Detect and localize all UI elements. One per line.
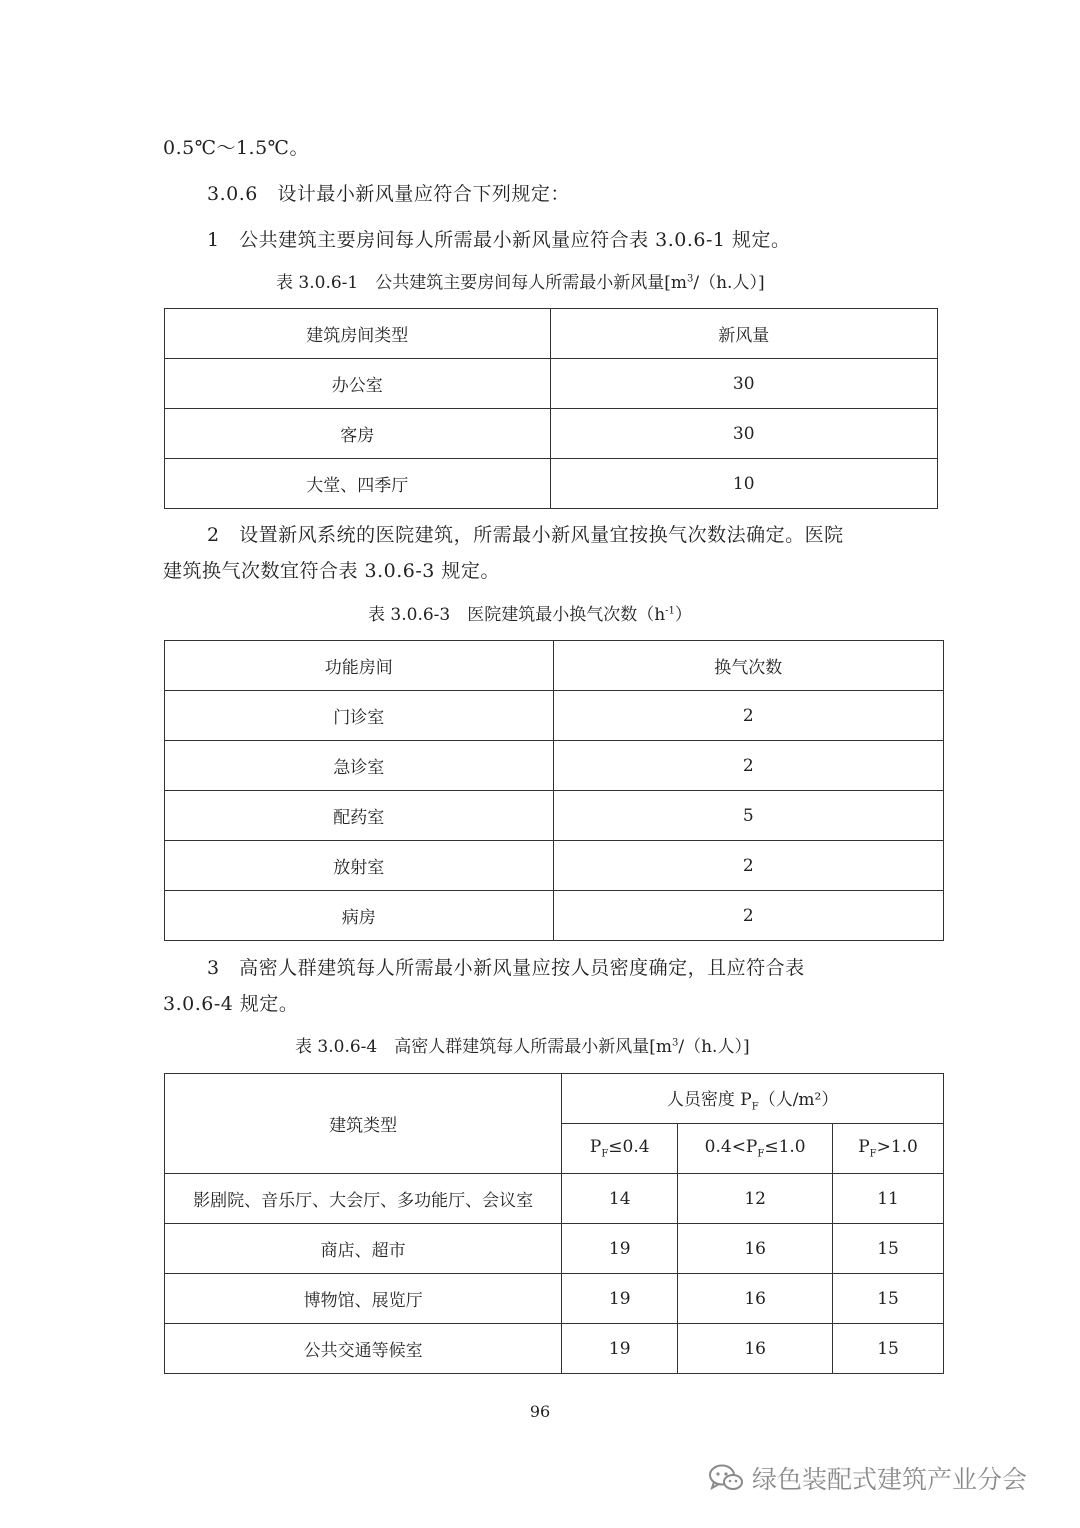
cell-value: 19 xyxy=(562,1224,678,1274)
header-cell: 换气次数 xyxy=(553,641,944,691)
cell-value: 19 xyxy=(562,1274,678,1324)
cell-room-type: 客房 xyxy=(165,409,551,459)
cell-building-type: 博物馆、展览厅 xyxy=(165,1274,562,1324)
cell-value: 14 xyxy=(562,1174,678,1224)
clause-3-0-6: 3.0.6 设计最小新风量应符合下列规定： xyxy=(207,183,570,205)
table-row xyxy=(165,359,938,409)
cell-value: 15 xyxy=(833,1324,944,1374)
clause-item-3-line1: 3 高密人群建筑每人所需最小新风量应按人员密度确定，且应符合表 xyxy=(207,957,805,979)
cell-value: 30 xyxy=(550,359,938,409)
table-hospital-air-changes xyxy=(164,640,944,941)
cell-value: 12 xyxy=(678,1174,833,1224)
subheader-density-mid: $0.4<P_F\le 1.0$ xyxy=(678,1124,833,1174)
subheader-density-high: $P_F>1.0$ xyxy=(833,1124,944,1174)
clause-item-1: 1 公共建筑主要房间每人所需最小新风量应符合表 3.0.6-1 规定。 xyxy=(207,229,791,251)
cell-value: 16 xyxy=(678,1324,833,1374)
cell-value: 15 xyxy=(833,1224,944,1274)
table-row xyxy=(165,891,944,941)
cell-room: 门诊室 xyxy=(165,691,554,741)
cell-value: 2 xyxy=(553,841,944,891)
cell-value: 2 xyxy=(553,891,944,941)
table-row xyxy=(165,841,944,891)
table-row xyxy=(165,1274,944,1324)
table-high-density-fresh-air xyxy=(164,1073,944,1374)
cell-value: 16 xyxy=(678,1224,833,1274)
table-row xyxy=(165,1174,944,1224)
clause-item-3-line2: 3.0.6-4 规定。 xyxy=(163,993,299,1015)
wechat-icon xyxy=(708,1463,744,1493)
watermark-text: 绿色装配式建筑产业分会 xyxy=(752,1465,1028,1494)
cell-room-type: 大堂、四季厅 xyxy=(165,459,551,509)
table-header-row xyxy=(165,641,944,691)
table1-caption: 表 3.0.6-1 公共建筑主要房间每人所需最小新风量[$m^3/(h$.人）] xyxy=(276,273,765,293)
table-fresh-air-public xyxy=(164,308,938,509)
table-row xyxy=(165,791,944,841)
table-row xyxy=(165,1324,944,1374)
header-cell: 建筑房间类型 xyxy=(165,309,551,359)
cell-room: 病房 xyxy=(165,891,554,941)
cell-value: 11 xyxy=(833,1174,944,1224)
cell-room: 放射室 xyxy=(165,841,554,891)
header-cell: 功能房间 xyxy=(165,641,554,691)
cell-value: 10 xyxy=(550,459,938,509)
paragraph-continuation: 0.5℃～1.5℃。 xyxy=(163,137,309,159)
clause-item-2-line2: 建筑换气次数宜符合表 3.0.6-3 规定。 xyxy=(163,560,500,582)
cell-room: 急诊室 xyxy=(165,741,554,791)
cell-value: 2 xyxy=(553,691,944,741)
page-number: 96 xyxy=(529,1402,551,1421)
cell-value: 15 xyxy=(833,1274,944,1324)
cell-value: 2 xyxy=(553,741,944,791)
cell-building-type: 公共交通等候室 xyxy=(165,1324,562,1374)
cell-value: 30 xyxy=(550,409,938,459)
cell-building-type: 影剧院、音乐厅、大会厅、多功能厅、会议室 xyxy=(165,1174,562,1224)
header-building-type: 建筑类型 xyxy=(165,1074,562,1174)
table-row xyxy=(165,741,944,791)
cell-room: 配药室 xyxy=(165,791,554,841)
cell-value: 16 xyxy=(678,1274,833,1324)
table-row xyxy=(165,459,938,509)
cell-value: 5 xyxy=(553,791,944,841)
table-row xyxy=(165,1224,944,1274)
cell-building-type: 商店、超市 xyxy=(165,1224,562,1274)
table-header-row xyxy=(165,1074,944,1124)
table-row xyxy=(165,691,944,741)
header-density: 人员密度 $P_F$（人/m²） xyxy=(562,1074,944,1124)
table3-caption: 表 3.0.6-4 高密人群建筑每人所需最小新风量[$m^3/(h$.人）] xyxy=(295,1037,750,1057)
table-row xyxy=(165,409,938,459)
clause-item-2-line1: 2 设置新风系统的医院建筑，所需最小新风量宜按换气次数法确定。医院 xyxy=(207,524,844,546)
cell-value: 19 xyxy=(562,1324,678,1374)
watermark xyxy=(708,1460,1027,1496)
subheader-density-low: $P_F\le 0.4$ xyxy=(562,1124,678,1174)
table-header-row xyxy=(165,309,938,359)
table2-caption: 表 3.0.6-3 医院建筑最小换气次数$(h^{-1})$ xyxy=(368,605,692,625)
header-cell: 新风量 xyxy=(550,309,938,359)
cell-room-type: 办公室 xyxy=(165,359,551,409)
